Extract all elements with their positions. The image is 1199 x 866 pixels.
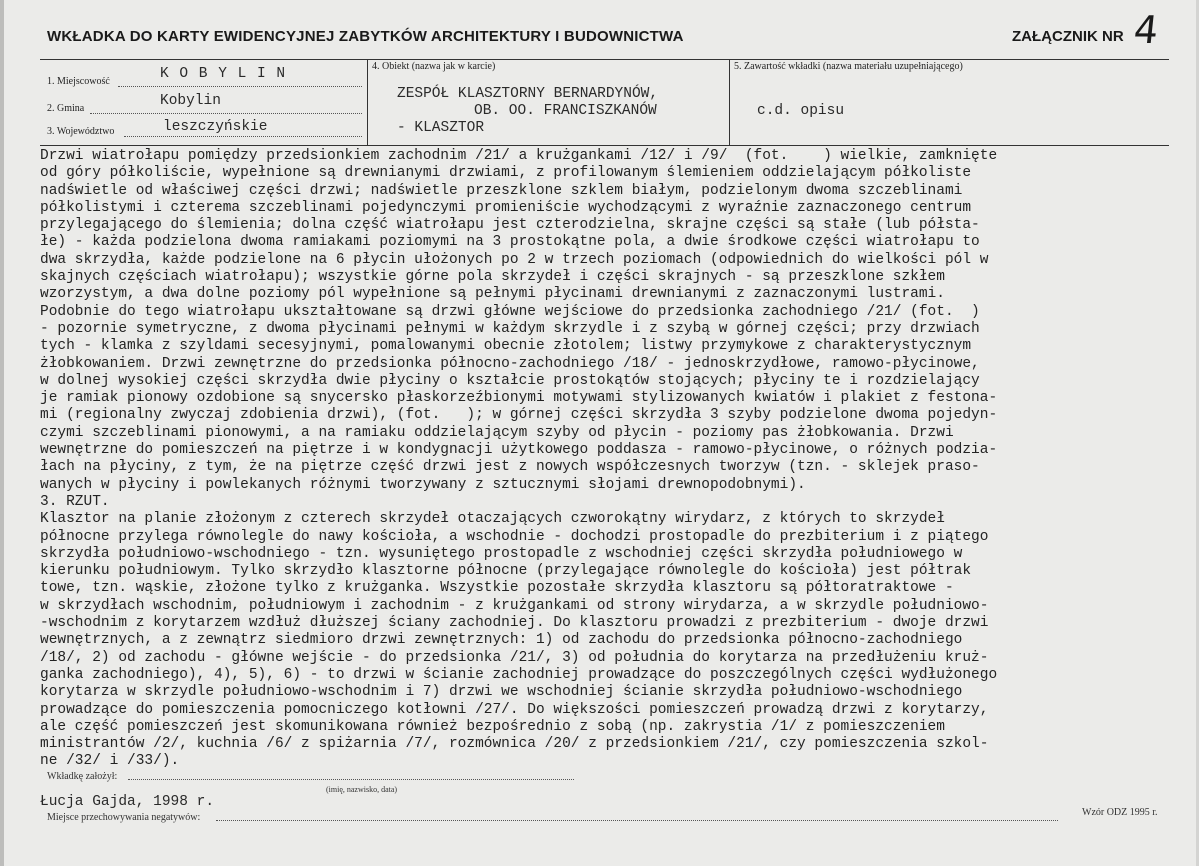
body-line: ministrantów /2/, kuchnia /6/ z spiżarnia /7/, rozmównica /20/ z przedsionkiem /21/, czy pomieszczenia szkol- <box>40 736 989 753</box>
body-line: łe) - każda podzielona dwoma ramiakami poziomymi na 3 prostokątne pola, a dwie środkowe części wiatrołapu to <box>40 234 980 251</box>
body-line: nadświetle od właściwej części drzwi; nadświetle przeszklone szklem białym, podzielonym dwoma szczeblinami <box>40 182 963 199</box>
miejscowosc-label: 1. Miejscowość <box>47 76 110 87</box>
body-line: dwa skrzydła, każde podzielone na 6 płycin ułożonych po 2 w trzech poziomach (odpowiednich do wielkości pól w <box>40 251 989 268</box>
obiekt-line-1: ZESPÓŁ KLASZTORNY BERNARDYNÓW, <box>397 86 659 102</box>
miejscowosc-value: K O B Y L I N <box>160 66 287 82</box>
body-line: je ramiak pionowy ozdobione są snycersko płaskorzeźbionymi motywami stylizowanych kwiatów i plakiet z festona- <box>40 390 998 407</box>
body-line: wanych w płyciny i powlekanych różnymi tworzywany z sztucznymi słojami drewnopodobnymi). <box>40 476 806 493</box>
imie-label: (imię, nazwisko, data) <box>326 785 398 794</box>
gmina-label: 2. Gmina <box>47 103 85 114</box>
body-line: wewnętrznych, a z zewnątrz siedmioro drzwi zewnętrznych: 1) od zachodu do przedsionka północno-zachodniego <box>40 632 963 649</box>
card-left-edge <box>0 0 4 866</box>
gmina-value: Kobylin <box>160 93 221 109</box>
attachment-label: ZAŁĄCZNIK NR <box>1012 28 1124 45</box>
zawartosc-label: 5. Zawartość wkładki (nazwa materiału uzupełniającego) <box>734 61 963 72</box>
body-line: -wschodnim z korytarzem wzdłuż dłuższej ściany zachodniej. Do klasztoru prowadzi z prezbiterium - dwoje drzwi <box>40 615 989 632</box>
obiekt-line-2: OB. OO. FRANCISZKANÓW <box>474 103 657 119</box>
body-line: tych - klamka z szyldami secesyjnymi, pomalowanymi obecnie złotolem; listwy przymykowe z charakterystycznym <box>40 338 972 355</box>
header-bottom-rule <box>40 145 1169 146</box>
body-line: mi (regionalny zwyczaj zdobienia drzwi), (fot. ); w górnej części skrzydła 3 szyby podzielone dwoma pojedyn- <box>40 407 998 424</box>
body-line: - pozornie symetryczne, z dwoma płycinami pełnymi w każdym skrzydle i z szybą w górnej części; przy drzwiach <box>40 320 980 337</box>
column-divider-2 <box>729 59 730 145</box>
body-line: kierunku południowym. Tylko skrzydło klasztorne północne (przylegające równolegle do kościoła) jest półtrak <box>40 563 972 580</box>
body-line: ne /32/ i /33/). <box>40 753 180 770</box>
body-line: korytarza w skrzydle południowo-wschodnim i 7) drzwi we wschodniej ścianie skrzydła południowo-wschodniego <box>40 684 963 701</box>
body-line: Klasztor na planie złożonym z czterech skrzydeł otaczających czworokątny wirydarz, z których to skrzydeł <box>40 511 945 528</box>
body-line: skajnych częściach wiatrołapu); wszystkie górne pola skrzydeł i części skrajnych - są przeszklone szkłem <box>40 269 945 286</box>
form-code: Wzór ODZ 1995 r. <box>1082 807 1158 818</box>
obiekt-line-3: - KLASZTOR <box>397 120 485 136</box>
body-line: łach na płyciny, z tym, że na piętrze część drzwi jest z nowych współczesnych tworzyw (tzn. - sklejek praso- <box>40 459 980 476</box>
body-line: skrzydła południowo-wschodniego - tzn. wysuniętego prostopadle z wschodniej części skrzydła południowego w <box>40 545 963 562</box>
wojewodztwo-underline <box>124 136 362 137</box>
body-line: czymi szczeblinami pionowymi, a na ramiaku oddzielającym szyby od płycin - poziomy pas żłobkowania. Drzwi <box>40 424 954 441</box>
wojewodztwo-value: leszczyńskie <box>163 119 268 135</box>
wojewodztwo-label: 3. Województwo <box>47 126 115 137</box>
description-body <box>40 148 1170 771</box>
body-line: ganka zachodniego), 4), 5), 6) - to drzwi w ścianie zachodniej prowadzące do poszczególnych części wydłużonego <box>40 666 998 683</box>
header-top-rule <box>40 59 1169 60</box>
body-line: od góry półkoliście, wypełnione są drewnianymi drzwiami, z profilowanym ślemieniem oddzielającym półkoliste <box>40 165 972 182</box>
attachment-number: 4 <box>1131 8 1161 52</box>
zalozyl-underline <box>128 779 574 780</box>
body-line: wewnętrzne do pomieszczeń na piętrze i w kondygnacji użytkowego poddasza - ramowo-płycinowe, o różnych podzia- <box>40 442 998 459</box>
body-line: ale część pomieszczeń jest skomunikowana również bezpośrednio z sobą (np. zakrystia /1/ z pomieszczeniem <box>40 718 945 735</box>
body-line: przylegającego do ślemienia; dolna część wiatrołapu jest czterodzielna, skrajne części są stałe (lub półsta- <box>40 217 980 234</box>
body-line: półkolistymi i czterema szczeblinami pojedynczymi promieniście wychodzącymi z wyraźnie zaznaczonego centrum <box>40 199 972 216</box>
miejscowosc-underline <box>118 86 362 87</box>
body-line: 3. RZUT. <box>40 493 110 510</box>
author-value: Łucja Gajda, 1998 r. <box>40 794 215 810</box>
miejsce-label: Miejsce przechowywania negatywów: <box>47 812 201 823</box>
body-line: Podobnie do tego wiatrołapu ukształtowane są drzwi główne wejściowe do przedsionka zachodniego /21/ (fot. ) <box>40 303 980 320</box>
body-line: północne przylega równolegle do nawy kościoła, a wschodnie - dochodzi prostopadle do prezbiterium i z piątego <box>40 528 989 545</box>
gmina-underline <box>90 113 362 114</box>
obiekt-label: 4. Obiekt (nazwa jak w karcie) <box>372 61 496 72</box>
body-line: Drzwi wiatrołapu pomiędzy przedsionkiem zachodnim /21/ a krużgankami /12/ i /9/ (fot. ) wielkie, zamknięte <box>40 148 998 164</box>
zalozyl-label: Wkładkę założył: <box>47 771 118 782</box>
miejsce-underline <box>216 820 1058 821</box>
body-line: żłobkowaniem. Drzwi zewnętrzne do przedsionka północno-zachodniego /18/ - jednoskrzydłowe, ramowo-płycinowe, <box>40 355 980 372</box>
zawartosc-value: c.d. opisu <box>757 103 845 119</box>
body-line: wzorzystym, a dwa dolne poziomy pól wypełnione są pełnymi płycinami drewnianymi z zaznaczonymi lustrami. <box>40 286 945 303</box>
form-title: WKŁADKA DO KARTY EWIDENCYJNEJ ZABYTKÓW ARCHITEKTURY I BUDOWNICTWA <box>47 28 684 45</box>
column-divider-1 <box>367 59 368 145</box>
body-line: /18/, 2) od zachodu - główne wejście - do przedsionka /21/, 3) od południa do korytarza na przedłużeniu kruż- <box>40 649 989 666</box>
body-line: towe, tzn. wąskie, złożone tylko z krużganka. Wszystkie pozostałe skrzydła klasztoru są półtoratraktowe - <box>40 580 954 597</box>
body-line: w skrzydłach wschodnim, południowym i zachodnim - z krużgankami od strony wirydarza, a w skrzydle południowo- <box>40 597 989 614</box>
body-line: w dolnej wysokiej części skrzydła dwie płyciny o kształcie prostokątów stojących; płyciny te i rozdzielający <box>40 372 980 389</box>
body-line: prowadzące do pomieszczenia pomocniczego kotłowni /27/. Do większości pomieszczeń prowadzą drzwi z korytarzy, <box>40 701 989 718</box>
